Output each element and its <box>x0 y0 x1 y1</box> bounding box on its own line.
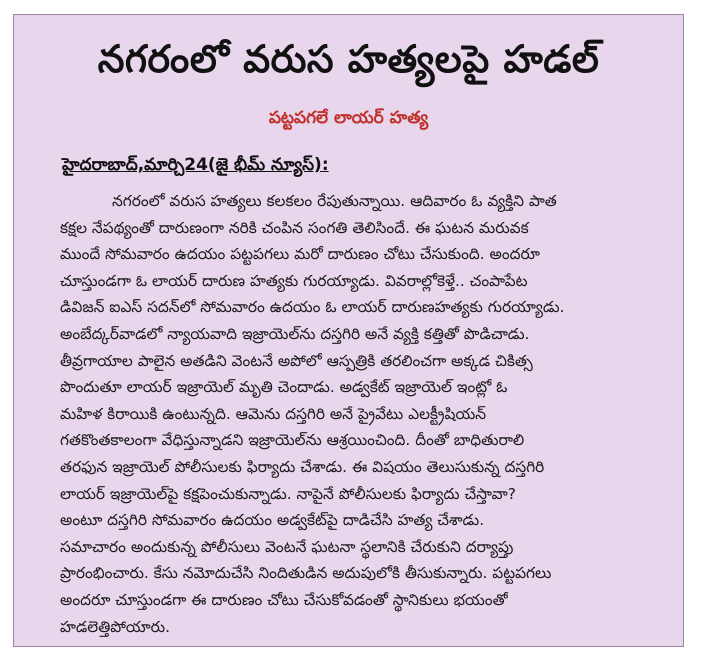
news-clipping <box>13 14 684 647</box>
article-body <box>60 188 670 640</box>
body-line: డివిజన్ ఐఎస్ సదన్‌లో సోమవారం ఉదయం ఓ లాయర్ దారుణహత్యకు గురయ్యాడు. <box>60 298 565 317</box>
body-line: ప్రారంభించారు. కేసు నమోదుచేసి నిందితుడిన అదుపులోకి తీసుకున్నారు. పట్టపగలు <box>60 564 552 583</box>
body-line: తరఫున ఇజ్రాయెల్ పోలీసులకు ఫిర్యాదు చేశాడు. ఈ విషయం తెలుసుకున్న దస్తగిరి <box>60 457 545 476</box>
body-line: మహిళ కిరాయికి ఉంటున్నది. ఆమెను దస్తగిరి అనే ప్రైవేటు ఎలక్ట్రీషియన్ <box>60 404 487 423</box>
body-line: లాయర్ ఇజ్రాయెల్‌పై కక్షపెంచుకున్నాడు. నాపైనే పోలీసులకు ఫిర్యాదు చేస్తావా? <box>60 484 516 503</box>
dateline-text: హైదరాబాద్,మార్చి24(జై భీమ్ న్యూస్): <box>62 155 329 175</box>
body-line: హడలెత్తిపోయారు. <box>60 617 170 636</box>
body-line: కక్షల నేపథ్యంతో దారుణంగా నరికి చంపిన సంగతి తెలిసిందే. ఈ ఘటన మరువక <box>60 218 529 237</box>
body-line: అంటూ దస్తగిరి సోమవారం ఉదయం అడ్వకేట్‌పై దాడిచేసి హత్య చేశాడు. <box>60 511 485 530</box>
dateline <box>62 155 329 179</box>
subheadline: పట్టపగలే లాయర్ హత్య <box>268 108 429 128</box>
body-line: నగరంలో వరుస హత్యలు కలకలం రేపుతున్నాయి. ఆదివారం ఓ వ్యక్తిని పాత <box>112 192 557 210</box>
body-line: చూస్తుండగా ఓ లాయర్ దారుణ హత్యకు గురయ్యాడు. వివరాల్లోకెళ్తే.. చంపాపేట <box>60 271 528 290</box>
body-line: పొందుతూ లాయర్ ఇజ్రాయెల్ మృతి చెందాడు. అడ్వకేట్ ఇజ్రాయెల్ ఇంట్లో ఓ <box>60 378 508 397</box>
body-line: తీవ్రగాయాల పాలైన అతడిని వెంటనే అపోలో ఆస్పత్రికి తరలించగా అక్కడ చికిత్స <box>60 351 533 370</box>
headline: నగరంలో వరుస హత్యలపై హడల్ <box>97 37 600 81</box>
body-line: గతకొంతకాలంగా వేధిస్తున్నాడని ఇజ్రాయెల్‌ను ఆశ్రయించింది. దీంతో బాధితురాలి <box>60 431 525 450</box>
body-line: అంబేద్కర్‌వాడలో న్యాయవాది ఇజ్రాయెల్‌ను దస్తగిరి అనే వ్యక్తి కత్తితో పొడిచాడు. <box>60 324 530 343</box>
body-line: సమాచారం అందుకున్న పోలీసులు వెంటనే ఘటనా స్థలానికి చేరుకుని దర్యాప్తు <box>60 537 514 556</box>
body-line: అందరూ చూస్తుండగా ఈ దారుణం చోటు చేసుకోవడంతో స్థానికులు భయంతో <box>60 590 508 609</box>
body-line: ముందే సోమవారం ఉదయం పట్టపగలు మరో దారుణం చోటు చేసుకుంది. అందరూ <box>60 245 540 264</box>
